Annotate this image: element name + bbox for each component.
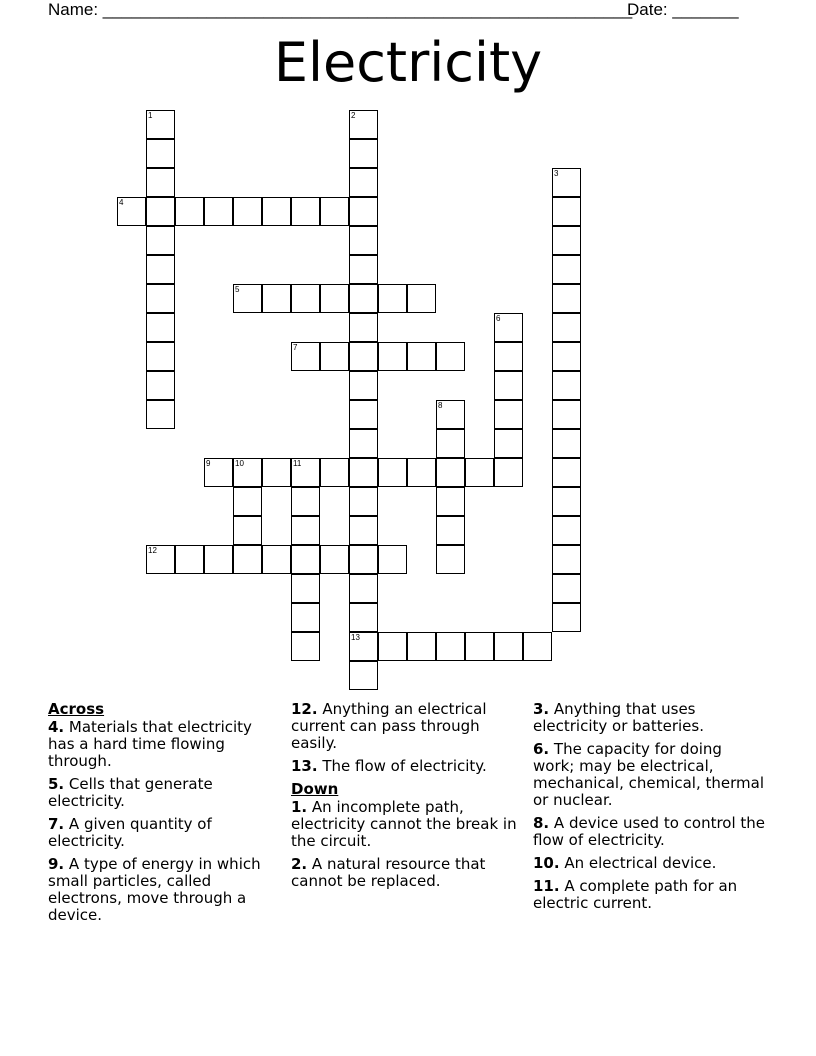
grid-cell[interactable] <box>552 284 581 313</box>
grid-cell[interactable] <box>552 603 581 632</box>
clue-text: Anything that uses electricity or batteries. <box>533 700 704 735</box>
grid-cell[interactable] <box>349 400 378 429</box>
grid-cell[interactable] <box>349 284 378 313</box>
clues-column-3 <box>533 701 768 918</box>
grid-cell[interactable] <box>349 226 378 255</box>
grid-cell[interactable] <box>204 458 233 487</box>
clue <box>533 855 768 872</box>
grid-cell[interactable] <box>552 255 581 284</box>
clue-section-heading: Across <box>48 700 105 718</box>
grid-cell[interactable] <box>494 371 523 400</box>
grid-cell[interactable] <box>494 429 523 458</box>
grid-cell[interactable] <box>407 284 436 313</box>
clue <box>291 856 523 890</box>
grid-cell[interactable] <box>436 429 465 458</box>
clue-number: 8. <box>533 814 550 832</box>
grid-cell[interactable] <box>204 545 233 574</box>
date-field-label: Date: _______ <box>627 0 739 19</box>
grid-cell[interactable] <box>552 197 581 226</box>
grid-cell[interactable] <box>320 458 349 487</box>
grid-cell[interactable] <box>291 342 320 371</box>
grid-cell[interactable] <box>146 255 175 284</box>
grid-cell[interactable] <box>146 284 175 313</box>
grid-cell[interactable] <box>349 139 378 168</box>
grid-cell[interactable] <box>146 139 175 168</box>
grid-cell[interactable] <box>320 197 349 226</box>
grid-cell[interactable] <box>349 545 378 574</box>
grid-cell[interactable] <box>465 458 494 487</box>
grid-cell[interactable] <box>349 255 378 284</box>
grid-cell[interactable] <box>291 284 320 313</box>
grid-cell[interactable] <box>407 342 436 371</box>
clue-text: A complete path for an electric current. <box>533 877 738 912</box>
grid-cell[interactable] <box>291 632 320 661</box>
clue-number: 8 <box>438 401 443 410</box>
clue-number: 11. <box>533 877 560 895</box>
grid-cell[interactable] <box>349 342 378 371</box>
grid-cell[interactable] <box>291 487 320 516</box>
clue-text: A natural resource that cannot be replaced. <box>291 855 486 890</box>
clue <box>291 799 523 850</box>
grid-cell[interactable] <box>262 545 291 574</box>
clue-number: 6. <box>533 740 550 758</box>
clue-number: 13 <box>351 633 360 642</box>
grid-cell[interactable] <box>552 342 581 371</box>
clue-number: 12. <box>291 700 318 718</box>
grid-cell[interactable] <box>552 458 581 487</box>
grid-cell[interactable] <box>378 632 407 661</box>
clue-number: 7 <box>293 343 298 352</box>
grid-cell[interactable] <box>146 226 175 255</box>
grid-cell[interactable] <box>291 458 320 487</box>
grid-cell[interactable] <box>552 168 581 197</box>
clue-number: 1 <box>148 111 153 120</box>
grid-cell[interactable] <box>175 545 204 574</box>
grid-cell[interactable] <box>436 458 465 487</box>
grid-cell[interactable] <box>552 400 581 429</box>
clue-number: 13. <box>291 757 318 775</box>
grid-cell[interactable] <box>349 313 378 342</box>
clue <box>533 741 768 809</box>
grid-cell[interactable] <box>552 313 581 342</box>
clue-number: 10 <box>235 459 244 468</box>
clue-text: An electrical device. <box>559 854 717 872</box>
name-field-label: Name: ________________________________________________________ <box>48 0 633 19</box>
grid-cell[interactable] <box>146 371 175 400</box>
clue <box>48 719 278 770</box>
clue-number: 3 <box>554 169 559 178</box>
clue-text: The flow of electricity. <box>317 757 487 775</box>
grid-cell[interactable] <box>552 545 581 574</box>
grid-cell[interactable] <box>552 516 581 545</box>
grid-cell[interactable] <box>436 487 465 516</box>
grid-cell[interactable] <box>436 400 465 429</box>
grid-cell[interactable] <box>436 632 465 661</box>
grid-cell[interactable] <box>552 487 581 516</box>
grid-cell[interactable] <box>233 516 262 545</box>
grid-cell[interactable] <box>465 632 494 661</box>
clues-column-1 <box>48 701 278 930</box>
grid-cell[interactable] <box>407 632 436 661</box>
grid-cell[interactable] <box>494 458 523 487</box>
clue-number: 5. <box>48 775 65 793</box>
grid-cell[interactable] <box>117 197 146 226</box>
clues-column-2 <box>291 701 523 896</box>
grid-cell[interactable] <box>378 458 407 487</box>
grid-cell[interactable] <box>349 371 378 400</box>
clue-number: 5 <box>235 285 240 294</box>
grid-cell[interactable] <box>494 313 523 342</box>
grid-cell[interactable] <box>436 342 465 371</box>
clue-section-heading: Down <box>291 780 339 798</box>
grid-cell[interactable] <box>349 516 378 545</box>
grid-cell[interactable] <box>320 284 349 313</box>
grid-cell[interactable] <box>320 545 349 574</box>
clue <box>48 816 278 850</box>
grid-cell[interactable] <box>378 342 407 371</box>
clue-text: A given quantity of electricity. <box>48 815 212 850</box>
grid-cell[interactable] <box>146 110 175 139</box>
grid-cell[interactable] <box>146 197 175 226</box>
grid-cell[interactable] <box>349 661 378 690</box>
clue-number: 12 <box>148 546 157 555</box>
page-title: Electricity <box>273 31 543 94</box>
grid-cell[interactable] <box>552 226 581 255</box>
grid-cell[interactable] <box>291 574 320 603</box>
grid-cell[interactable] <box>291 603 320 632</box>
clue <box>291 758 523 775</box>
clue <box>533 815 768 849</box>
grid-cell[interactable] <box>262 284 291 313</box>
clue-text: A device used to control the flow of electricity. <box>533 814 766 849</box>
grid-cell[interactable] <box>320 342 349 371</box>
grid-cell[interactable] <box>262 197 291 226</box>
grid-cell[interactable] <box>523 632 552 661</box>
grid-cell[interactable] <box>378 284 407 313</box>
grid-cell[interactable] <box>233 284 262 313</box>
grid-cell[interactable] <box>407 458 436 487</box>
grid-cell[interactable] <box>349 458 378 487</box>
clue-number: 9. <box>48 855 65 873</box>
grid-cell[interactable] <box>349 487 378 516</box>
clue-text: Anything an electrical current can pass through easily. <box>291 700 487 752</box>
clue <box>48 856 278 924</box>
clue-number: 2. <box>291 855 308 873</box>
grid-cell[interactable] <box>233 545 262 574</box>
clue <box>533 701 768 735</box>
grid-cell[interactable] <box>349 574 378 603</box>
grid-cell[interactable] <box>146 545 175 574</box>
grid-cell[interactable] <box>349 197 378 226</box>
grid-cell[interactable] <box>291 516 320 545</box>
grid-cell[interactable] <box>262 458 291 487</box>
grid-cell[interactable] <box>494 632 523 661</box>
grid-cell[interactable] <box>552 371 581 400</box>
grid-cell[interactable] <box>349 429 378 458</box>
grid-cell[interactable] <box>204 197 233 226</box>
clue-number: 11 <box>293 459 302 468</box>
clue-text: The capacity for doing work; may be electrical, mechanical, chemical, thermal or nuclear. <box>533 740 764 809</box>
grid-cell[interactable] <box>291 197 320 226</box>
clue-text: Materials that electricity has a hard time flowing through. <box>48 718 252 770</box>
grid-cell[interactable] <box>552 429 581 458</box>
clue-number: 7. <box>48 815 65 833</box>
clue-text: A type of energy in which small particles, called electrons, move through a device. <box>48 855 261 924</box>
grid-cell[interactable] <box>349 110 378 139</box>
clue-number: 4. <box>48 718 65 736</box>
grid-cell[interactable] <box>146 342 175 371</box>
clue <box>533 878 768 912</box>
clue-number: 3. <box>533 700 550 718</box>
grid-cell[interactable] <box>552 574 581 603</box>
grid-cell[interactable] <box>349 603 378 632</box>
clue-text: An incomplete path, electricity cannot the break in the circuit. <box>291 798 517 850</box>
grid-cell[interactable] <box>146 313 175 342</box>
grid-cell[interactable] <box>378 545 407 574</box>
clue-number: 6 <box>496 314 501 323</box>
grid-cell[interactable] <box>291 545 320 574</box>
grid-cell[interactable] <box>349 168 378 197</box>
clue <box>48 776 278 810</box>
clue-text: Cells that generate electricity. <box>48 775 213 810</box>
clue-number: 10. <box>533 854 560 872</box>
grid-cell[interactable] <box>175 197 204 226</box>
clue-number: 9 <box>206 459 211 468</box>
clue-number: 1. <box>291 798 308 816</box>
clue <box>291 701 523 752</box>
grid-cell[interactable] <box>436 545 465 574</box>
grid-cell[interactable] <box>233 197 262 226</box>
clue-number: 4 <box>119 198 124 207</box>
grid-cell[interactable] <box>349 632 378 661</box>
grid-cell[interactable] <box>494 400 523 429</box>
grid-cell[interactable] <box>436 516 465 545</box>
clue-number: 2 <box>351 111 356 120</box>
grid-cell[interactable] <box>233 487 262 516</box>
grid-cell[interactable] <box>146 168 175 197</box>
grid-cell[interactable] <box>146 400 175 429</box>
grid-cell[interactable] <box>494 342 523 371</box>
grid-cell[interactable] <box>233 458 262 487</box>
